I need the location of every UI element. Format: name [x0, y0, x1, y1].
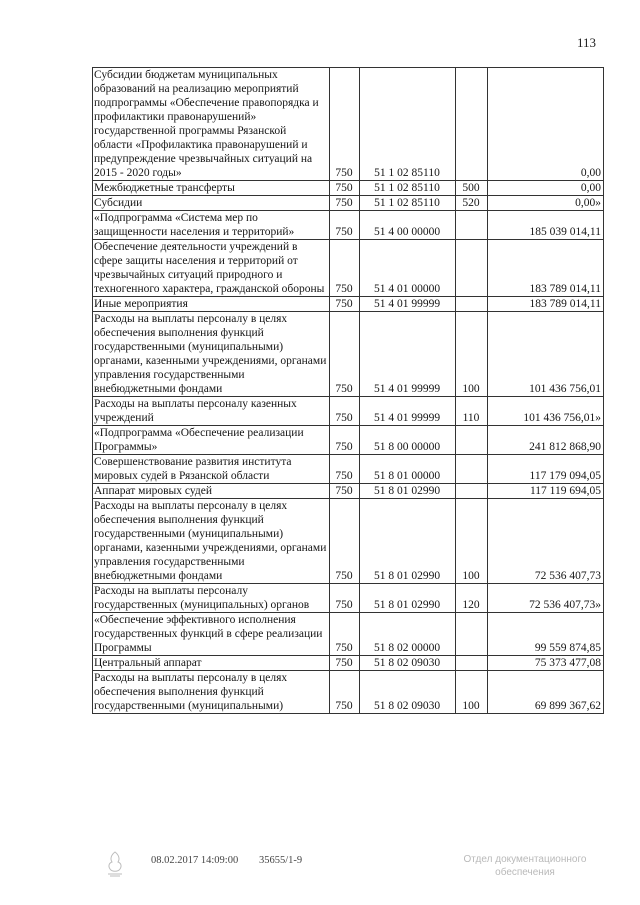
row-name: Аппарат мировых судей: [94, 485, 212, 497]
row-amount-cell: [488, 196, 604, 211]
row-admin-code: 750: [335, 657, 353, 669]
row-name: Расходы на выплаты персоналу в целях обеспечения выполнения функций государственными (муниципальными) органами, казенными учреждениями, органами управления государственными внебюджетными фондами: [94, 313, 327, 395]
row-target-code-cell: [360, 455, 456, 484]
row-name-cell: [93, 499, 330, 584]
row-name-cell: [93, 297, 330, 312]
row-admin-code: 750: [335, 599, 353, 611]
row-target-code: 51 8 01 00000: [373, 470, 441, 482]
row-expense-type: 110: [462, 412, 480, 424]
row-target-code: 51 4 00 00000: [373, 226, 441, 238]
row-name-cell: [93, 196, 330, 211]
row-target-code-cell: [360, 312, 456, 397]
row-admin-code-cell: [330, 613, 360, 656]
row-target-code-cell: [360, 397, 456, 426]
row-name: Обеспечение деятельности учреждений в сфере защиты населения и территорий от чрезвычайных ситуаций природного и техногенного характера, гражданской обороны: [94, 241, 325, 295]
row-target-code: 51 4 01 99999: [373, 383, 441, 395]
row-amount-cell: [488, 211, 604, 240]
row-target-code: 51 8 01 02990: [373, 485, 441, 497]
row-admin-code-cell: [330, 484, 360, 499]
row-expense-type-cell: [456, 68, 488, 181]
row-amount-cell: [488, 613, 604, 656]
row-expense-type-cell: [456, 312, 488, 397]
row-admin-code-cell: [330, 240, 360, 297]
row-name: «Подпрограмма «Обеспечение реализации Программы»: [94, 427, 304, 453]
row-expense-type-cell: [456, 455, 488, 484]
row-amount-cell: [488, 181, 604, 196]
row-admin-code: 750: [335, 383, 353, 395]
emblem-icon: [104, 850, 126, 878]
row-name-cell: [93, 240, 330, 297]
row-target-code-cell: [360, 656, 456, 671]
row-expense-type-cell: [456, 297, 488, 312]
row-amount-cell: [488, 455, 604, 484]
row-target-code: 51 8 02 09030: [373, 657, 441, 669]
row-target-code: 51 8 02 09030: [373, 700, 441, 712]
row-target-code-cell: [360, 426, 456, 455]
row-amount: 117 119 694,05: [529, 485, 601, 497]
row-expense-type-cell: [456, 211, 488, 240]
row-expense-type: 100: [462, 700, 480, 712]
row-amount-cell: [488, 297, 604, 312]
table-row: [93, 426, 604, 455]
row-target-code: 51 1 02 85110: [374, 182, 440, 194]
row-amount: 0,00: [580, 167, 601, 179]
row-name: «Обеспечение эффективного исполнения государственных функций в сфере реализации Программы: [94, 614, 323, 654]
row-target-code: 51 8 02 00000: [373, 642, 441, 654]
row-expense-type: 100: [462, 570, 480, 582]
row-amount: 241 812 868,90: [529, 441, 601, 453]
row-name-cell: [93, 613, 330, 656]
row-name: Субсидии бюджетам муниципальных образований на реализацию мероприятий подпрограммы «Обеспечение правопорядка и профилактики правонарушений» государственной программы Рязанской области «Профилактика правонарушений и предупреждение чрезвычайных ситуаций на 2015 - 2020 годы»: [94, 69, 319, 179]
row-name-cell: [93, 426, 330, 455]
row-expense-type-cell: [456, 656, 488, 671]
table-row: [93, 297, 604, 312]
row-expense-type-cell: [456, 240, 488, 297]
row-target-code: 51 1 02 85110: [374, 197, 440, 209]
row-name-cell: [93, 455, 330, 484]
row-amount: 72 536 407,73: [534, 570, 601, 582]
row-amount-cell: [488, 397, 604, 426]
row-admin-code-cell: [330, 671, 360, 714]
row-admin-code: 750: [335, 642, 353, 654]
row-target-code-cell: [360, 181, 456, 196]
row-amount-cell: [488, 584, 604, 613]
row-expense-type: 100: [462, 383, 480, 395]
table-row: [93, 211, 604, 240]
table-row: [93, 196, 604, 211]
row-name-cell: [93, 397, 330, 426]
row-admin-code: 750: [335, 700, 353, 712]
row-target-code: 51 8 01 02990: [373, 570, 441, 582]
table-row: [93, 499, 604, 584]
row-admin-code-cell: [330, 196, 360, 211]
row-target-code-cell: [360, 484, 456, 499]
row-admin-code: 750: [335, 441, 353, 453]
row-name-cell: [93, 671, 330, 714]
row-amount-cell: [488, 499, 604, 584]
row-name: Расходы на выплаты персоналу в целях обеспечения выполнения функций государственными (муниципальными): [94, 672, 288, 712]
row-target-code: 51 8 01 02990: [373, 599, 441, 611]
row-expense-type: 520: [462, 197, 480, 209]
budget-table-body: [93, 68, 604, 714]
row-admin-code: 750: [335, 298, 353, 310]
table-row: [93, 613, 604, 656]
row-amount: 99 559 874,85: [534, 642, 601, 654]
row-name: Расходы на выплаты персоналу казенных учреждений: [94, 398, 297, 424]
row-target-code-cell: [360, 68, 456, 181]
row-amount-cell: [488, 484, 604, 499]
row-amount: 0,00»: [575, 197, 601, 209]
row-expense-type: 120: [462, 599, 480, 611]
row-expense-type-cell: [456, 397, 488, 426]
row-admin-code-cell: [330, 499, 360, 584]
row-name: Субсидии: [94, 197, 143, 209]
row-target-code: 51 1 02 85110: [374, 167, 440, 179]
row-expense-type-cell: [456, 196, 488, 211]
row-admin-code: 750: [335, 470, 353, 482]
row-name-cell: [93, 484, 330, 499]
row-admin-code: 750: [335, 412, 353, 424]
row-expense-type-cell: [456, 426, 488, 455]
row-amount: 185 039 014,11: [529, 226, 601, 238]
row-admin-code-cell: [330, 397, 360, 426]
row-target-code: 51 4 01 99999: [373, 298, 441, 310]
row-amount: 72 536 407,73»: [529, 599, 601, 611]
row-amount: 75 373 477,08: [534, 657, 601, 669]
row-admin-code: 750: [335, 167, 353, 179]
row-admin-code: 750: [335, 182, 353, 194]
row-name: Расходы на выплаты персоналу государственных (муниципальных) органов: [94, 585, 310, 611]
row-amount: 183 789 014,11: [529, 283, 601, 295]
row-target-code-cell: [360, 499, 456, 584]
row-target-code-cell: [360, 613, 456, 656]
row-amount: 101 436 756,01»: [523, 412, 601, 424]
row-expense-type-cell: [456, 613, 488, 656]
row-admin-code: 750: [335, 226, 353, 238]
row-expense-type-cell: [456, 181, 488, 196]
row-expense-type-cell: [456, 671, 488, 714]
row-expense-type-cell: [456, 499, 488, 584]
row-name: «Подпрограмма «Система мер по защищенности населения и территорий»: [94, 212, 295, 238]
row-name: Иные мероприятия: [94, 298, 188, 310]
row-admin-code: 750: [335, 570, 353, 582]
row-name: Совершенствование развития института мировых судей в Рязанской области: [94, 456, 292, 482]
row-amount: 117 179 094,05: [529, 470, 601, 482]
row-amount-cell: [488, 671, 604, 714]
footer-watermark: Отдел документационного обеспечения: [463, 854, 587, 878]
row-target-code-cell: [360, 211, 456, 240]
row-amount: 0,00: [580, 182, 601, 194]
row-amount-cell: [488, 240, 604, 297]
row-target-code-cell: [360, 240, 456, 297]
row-name: Центральный аппарат: [94, 657, 202, 669]
row-amount: 69 899 367,62: [534, 700, 601, 712]
row-amount: 183 789 014,11: [529, 298, 601, 310]
table-row: [93, 484, 604, 499]
footer-timestamp: 08.02.2017 14:09:00: [151, 855, 239, 866]
row-admin-code: 750: [335, 485, 353, 497]
row-amount-cell: [488, 656, 604, 671]
row-expense-type-cell: [456, 584, 488, 613]
row-admin-code-cell: [330, 297, 360, 312]
footer-doc-number: 35655/1-9: [259, 855, 303, 866]
row-admin-code: 750: [335, 283, 353, 295]
row-amount: 101 436 756,01: [529, 383, 601, 395]
budget-table: [92, 67, 604, 714]
row-amount-cell: [488, 312, 604, 397]
table-row: [93, 312, 604, 397]
row-name-cell: [93, 584, 330, 613]
row-target-code-cell: [360, 584, 456, 613]
table-row: [93, 671, 604, 714]
row-admin-code-cell: [330, 68, 360, 181]
row-admin-code-cell: [330, 455, 360, 484]
row-target-code-cell: [360, 196, 456, 211]
row-admin-code-cell: [330, 312, 360, 397]
row-name-cell: [93, 211, 330, 240]
row-target-code: 51 4 01 00000: [373, 283, 441, 295]
table-row: [93, 455, 604, 484]
row-target-code: 51 8 00 00000: [373, 441, 441, 453]
table-row: [93, 68, 604, 181]
row-admin-code-cell: [330, 211, 360, 240]
row-name: Расходы на выплаты персоналу в целях обеспечения выполнения функций государственными (муниципальными) органами, казенными учреждениями, органами управления государственными внебюджетными фондами: [94, 500, 327, 582]
row-expense-type-cell: [456, 484, 488, 499]
table-row: [93, 240, 604, 297]
row-target-code: 51 4 01 99999: [373, 412, 441, 424]
row-amount-cell: [488, 68, 604, 181]
row-expense-type: 500: [462, 182, 480, 194]
row-name: Межбюджетные трансферты: [94, 182, 235, 194]
row-admin-code-cell: [330, 656, 360, 671]
row-admin-code-cell: [330, 584, 360, 613]
table-row: [93, 656, 604, 671]
row-target-code-cell: [360, 671, 456, 714]
row-amount-cell: [488, 426, 604, 455]
row-name-cell: [93, 181, 330, 196]
table-row: [93, 397, 604, 426]
row-admin-code: 750: [335, 197, 353, 209]
page-number: 113: [577, 35, 597, 50]
row-name-cell: [93, 656, 330, 671]
row-name-cell: [93, 68, 330, 181]
row-target-code-cell: [360, 297, 456, 312]
table-row: [93, 181, 604, 196]
row-admin-code-cell: [330, 181, 360, 196]
table-row: [93, 584, 604, 613]
row-admin-code-cell: [330, 426, 360, 455]
row-name-cell: [93, 312, 330, 397]
